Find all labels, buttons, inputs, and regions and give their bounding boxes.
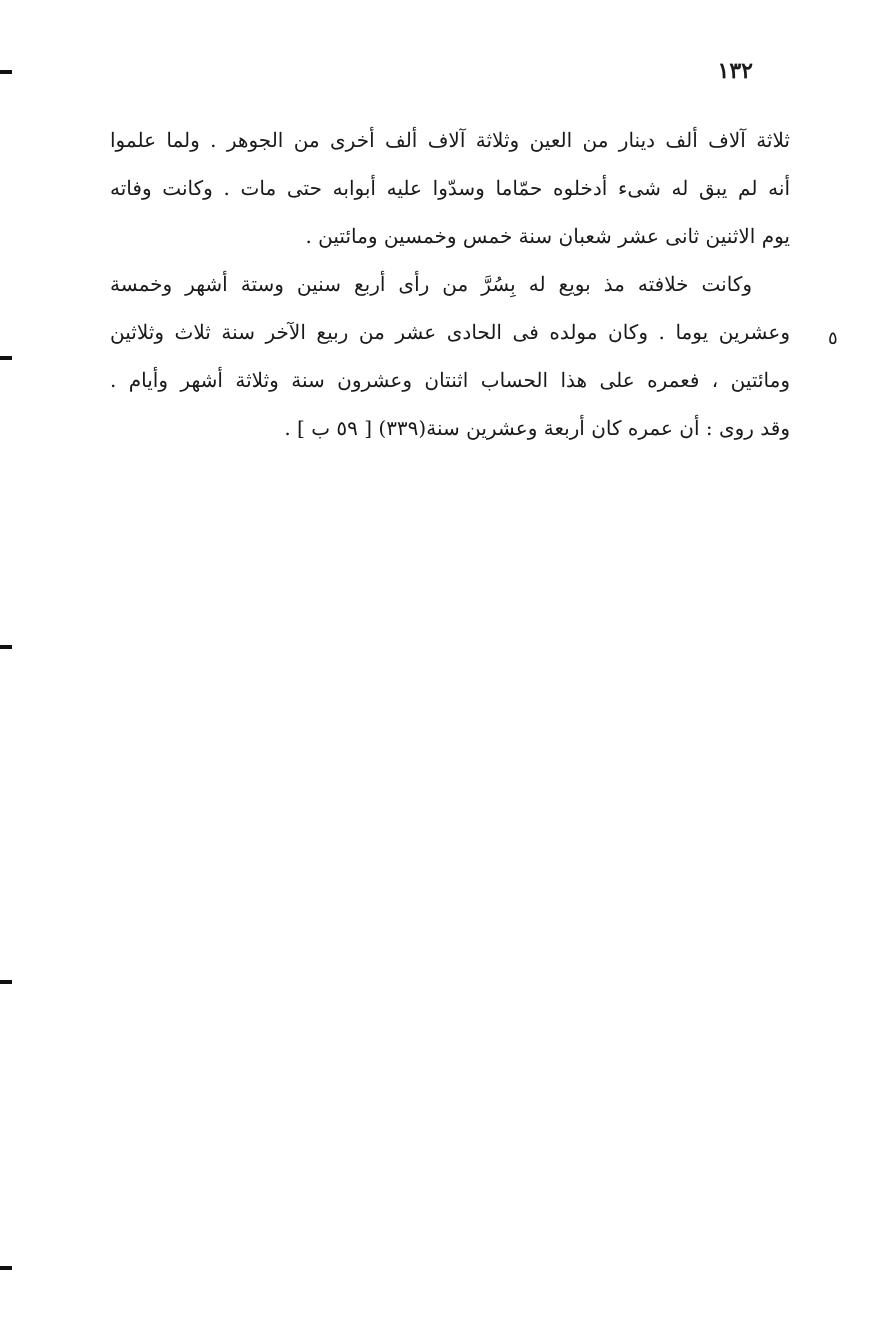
page-number: ١٣٢ bbox=[717, 58, 753, 84]
text-line: أنه لم يبق له شىء أدخلوه حمّاما وسدّوا عليه أبوابه حتى مات . وكانت وفاته bbox=[110, 176, 790, 200]
text-line: وكانت خلافته مذ بويع له بِسُرَّ من رأى أربع سنين وستة أشهر وخمسة bbox=[110, 272, 752, 296]
body-text bbox=[110, 116, 790, 452]
margin-tick-mark bbox=[0, 645, 12, 649]
margin-tick-mark bbox=[0, 1266, 12, 1270]
text-line: يوم الاثنين ثانى عشر شعبان سنة خمس وخمسين ومائتين . bbox=[305, 224, 790, 248]
line-number-marker: ٥ bbox=[828, 328, 838, 349]
margin-tick-mark bbox=[0, 356, 12, 360]
text-line: ومائتين ، فعمره على هذا الحساب اثنتان وعشرون سنة وثلاثة أشهر وأيام . bbox=[110, 368, 790, 392]
text-line: وعشرين يوما . وكان مولده فى الحادى عشر من ربيع الآخر سنة ثلاث وثلاثين bbox=[110, 320, 790, 344]
text-line: وقد روى : أن عمره كان أربعة وعشرين سنة(٣٣٩) [ ٥٩ ب ] . bbox=[284, 416, 790, 440]
margin-tick-mark bbox=[0, 980, 12, 984]
margin-tick-mark bbox=[0, 70, 12, 74]
text-line: ثلاثة آلاف ألف دينار من العين وثلاثة آلاف ألف أخرى من الجوهر . ولما علموا bbox=[110, 128, 790, 152]
